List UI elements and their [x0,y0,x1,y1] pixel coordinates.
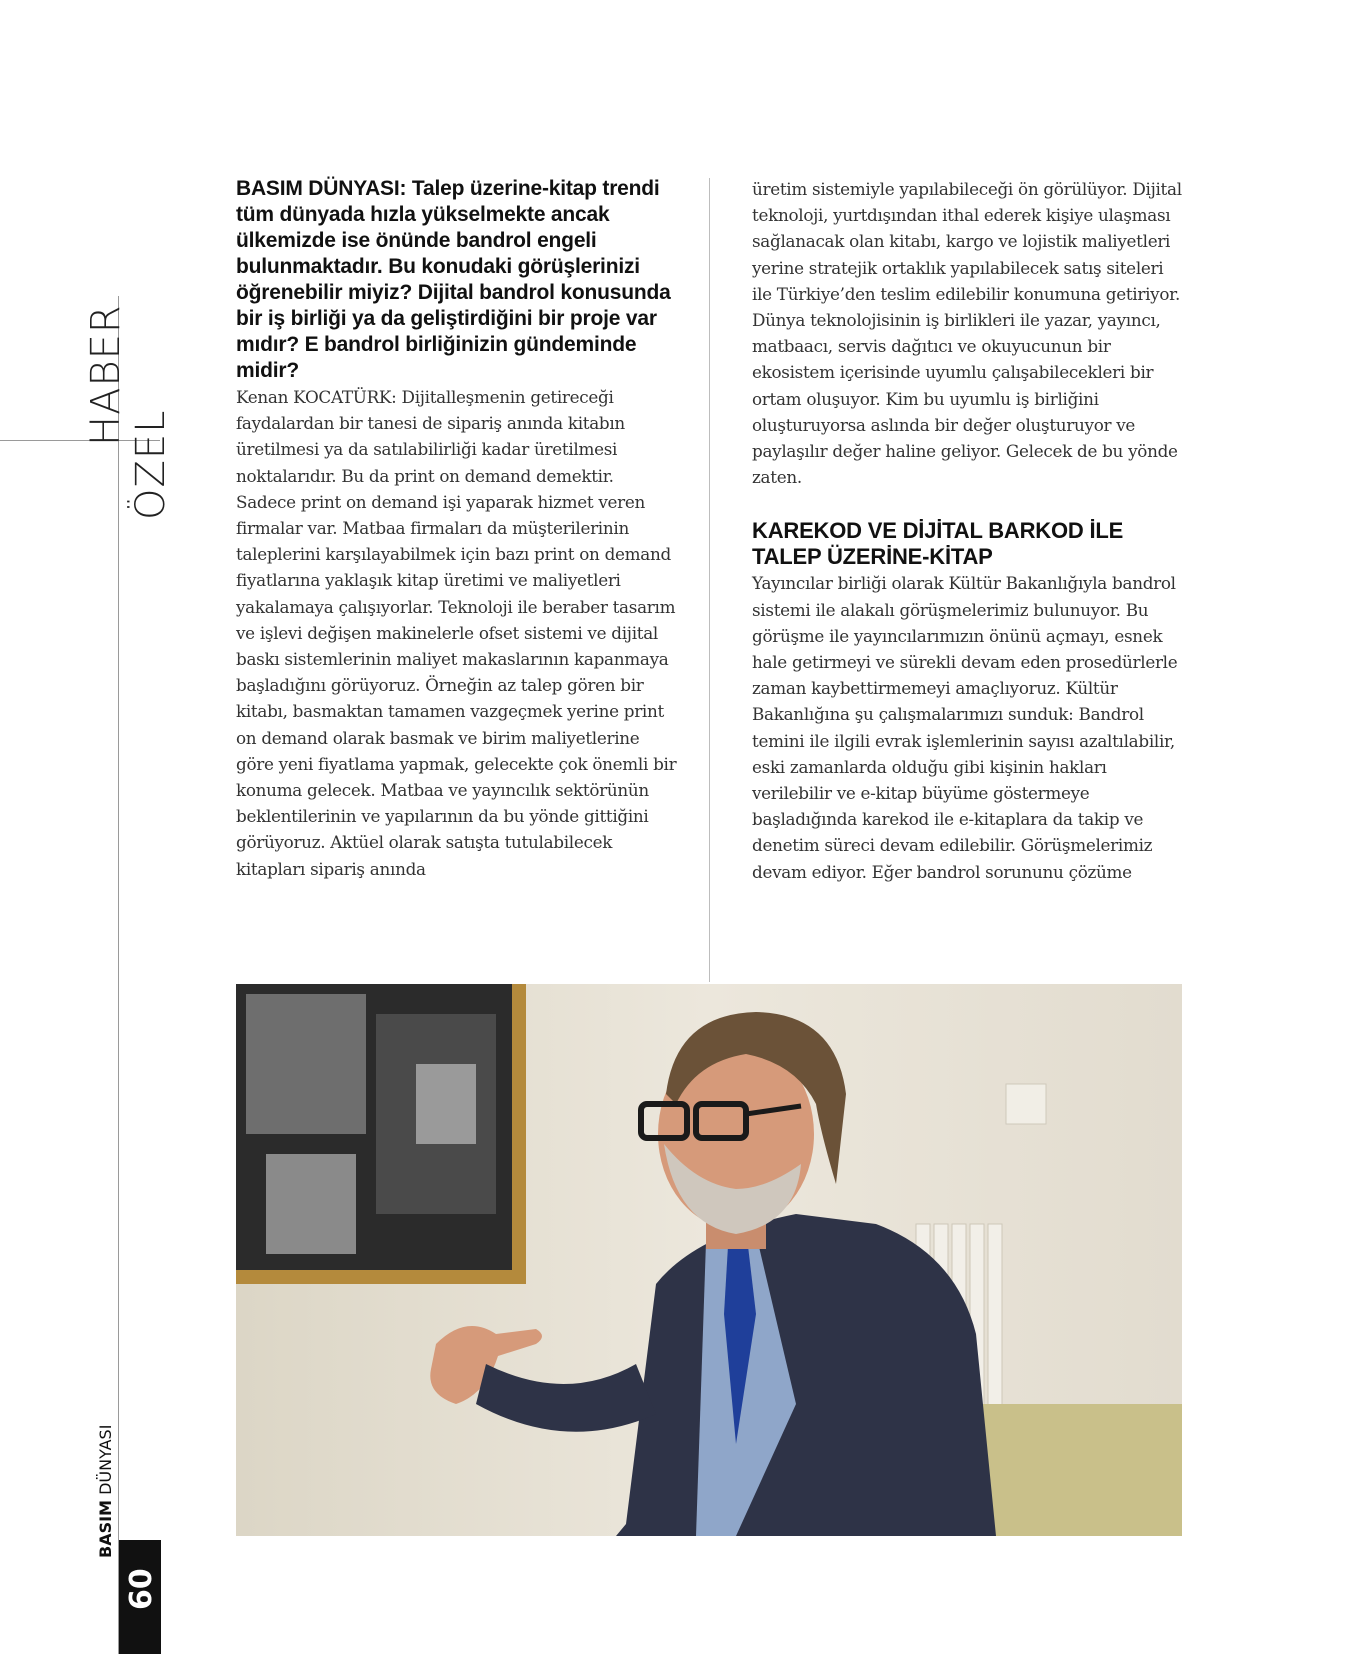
column-right [752,176,1186,885]
magazine-name-light: DÜNYASI [96,1424,115,1501]
interview-photo [236,984,1182,1536]
subsection-body: Yayıncılar birliği olarak Kültür Bakanlığıyla bandrol sistemi ile alakalı görüşmelerimiz bulunuyor. Bu görüşme ile yayıncılarımızın önünü açmayı, esnek hale getirmeyi ve sürekli devam eden prosedürlerle zaman kaybettirmemeyi amaçlıyoruz. Kültür Bakanlığına şu çalışmalarımızı sunduk: Bandrol temini ile ilgili evrak işlemlerinin sayısı azaltılabilir, eski zamanlarda olduğu gibi kişinin hakları verilebilir ve e-kitap büyüme göstermeye başladığında karekod ile e-kitaplara da takip ve denetim süreci devam edilebilir. Görüşmelerimiz devam ediyor. Eğer bandrol sorununu çözüme [752,573,1178,882]
interview-answer-right: üretim sistemiyle yapılabileceği ön görülüyor. Dijital teknoloji, yurtdışından ithal ederek kişiye ulaşması sağlanacak olan kitabı, kargo ve lojistik maliyetleri yerine stratejik ortaklık yapılabilecek satış siteleri ile Türkiye’den teslim edilebilir konumuna getiriyor. Dünya teknolojisinin iş birlikleri ile yazar, yayıncı, matbaacı, servis dağıtıcı ve okuyucunun bir ekosistem içerisinde uyumlu çalışabilecekleri bir ortam oluşuyor. Kim bu uyumlu iş birliğini oluşturuyorsa aslında bir değer oluşturuyor ve paylaşılır değer haline geliyor. Gelecek de bu yönde zaten. [752,179,1182,488]
column-left [236,176,678,882]
section-label-haber: HABER [83,304,129,446]
page-number: 60 [124,1568,159,1610]
interview-answer-left: Kenan KOCATÜRK: Dijitalleşmenin getireceği faydalardan bir tanesi de sipariş anında kitabın üretilmesi ya da satılabilirliği kadar üretilmesi noktalarıdır. Bu da print on demand demektir. Sadece print on demand işi yaparak hizmet veren firmalar var. Matbaa firmaları da müşterilerinin taleplerini karşılayabilmek için bazı print on demand fiyatlarına yaklaşık kitap üretimi ve maliyetleri yakalamaya çalışıyorlar. Teknoloji ile beraber tasarım ve işlevi değişen makinelerle ofset sistemi ve dijital baskı sistemlerinin maliyet makaslarının kapanmaya başladığını görüyoruz. Örneğin az talep gören bir kitabı, basmaktan tamamen vazgeçmek yerine print on demand olarak basmak ve birim maliyetlerine göre yeni fiyatlama yapmak, gelecekte çok önemli bir konuma gelecek. Matbaa ve yayıncılık sektörünün beklentilerinin ve yapılarının da bu yönde gittiğini görüyoruz. Aktüel olarak satışta tutulabilecek kitapları sipariş anında [236,387,677,879]
magazine-name-bold: BASIM [96,1500,115,1558]
column-divider [709,178,710,982]
page-number-box [119,1540,161,1654]
section-label-ozel: ÖZEL [128,409,174,520]
section-label [80,304,174,542]
section-subheading: KAREKOD VE DİJİTAL BARKOD İLE TALEP ÜZERİNE-KİTAP [752,518,1124,570]
interview-question: BASIM DÜNYASI: Talep üzerine-kitap trendi tüm dünyada hızla yükselmekte ancak ülkemizde ise önünde bandrol engeli bulunmaktadır. Bu konudaki görüşlerinizi öğrenebilir miyiz? Dijital bandrol konusunda bir iş birliği ya da geliştirdiğini bir proje var mıdır? E bandrol birliğinizin gündeminde midir? [236,177,671,382]
interview-photo-illustration [236,984,1182,1536]
magazine-name [96,1420,126,1560]
